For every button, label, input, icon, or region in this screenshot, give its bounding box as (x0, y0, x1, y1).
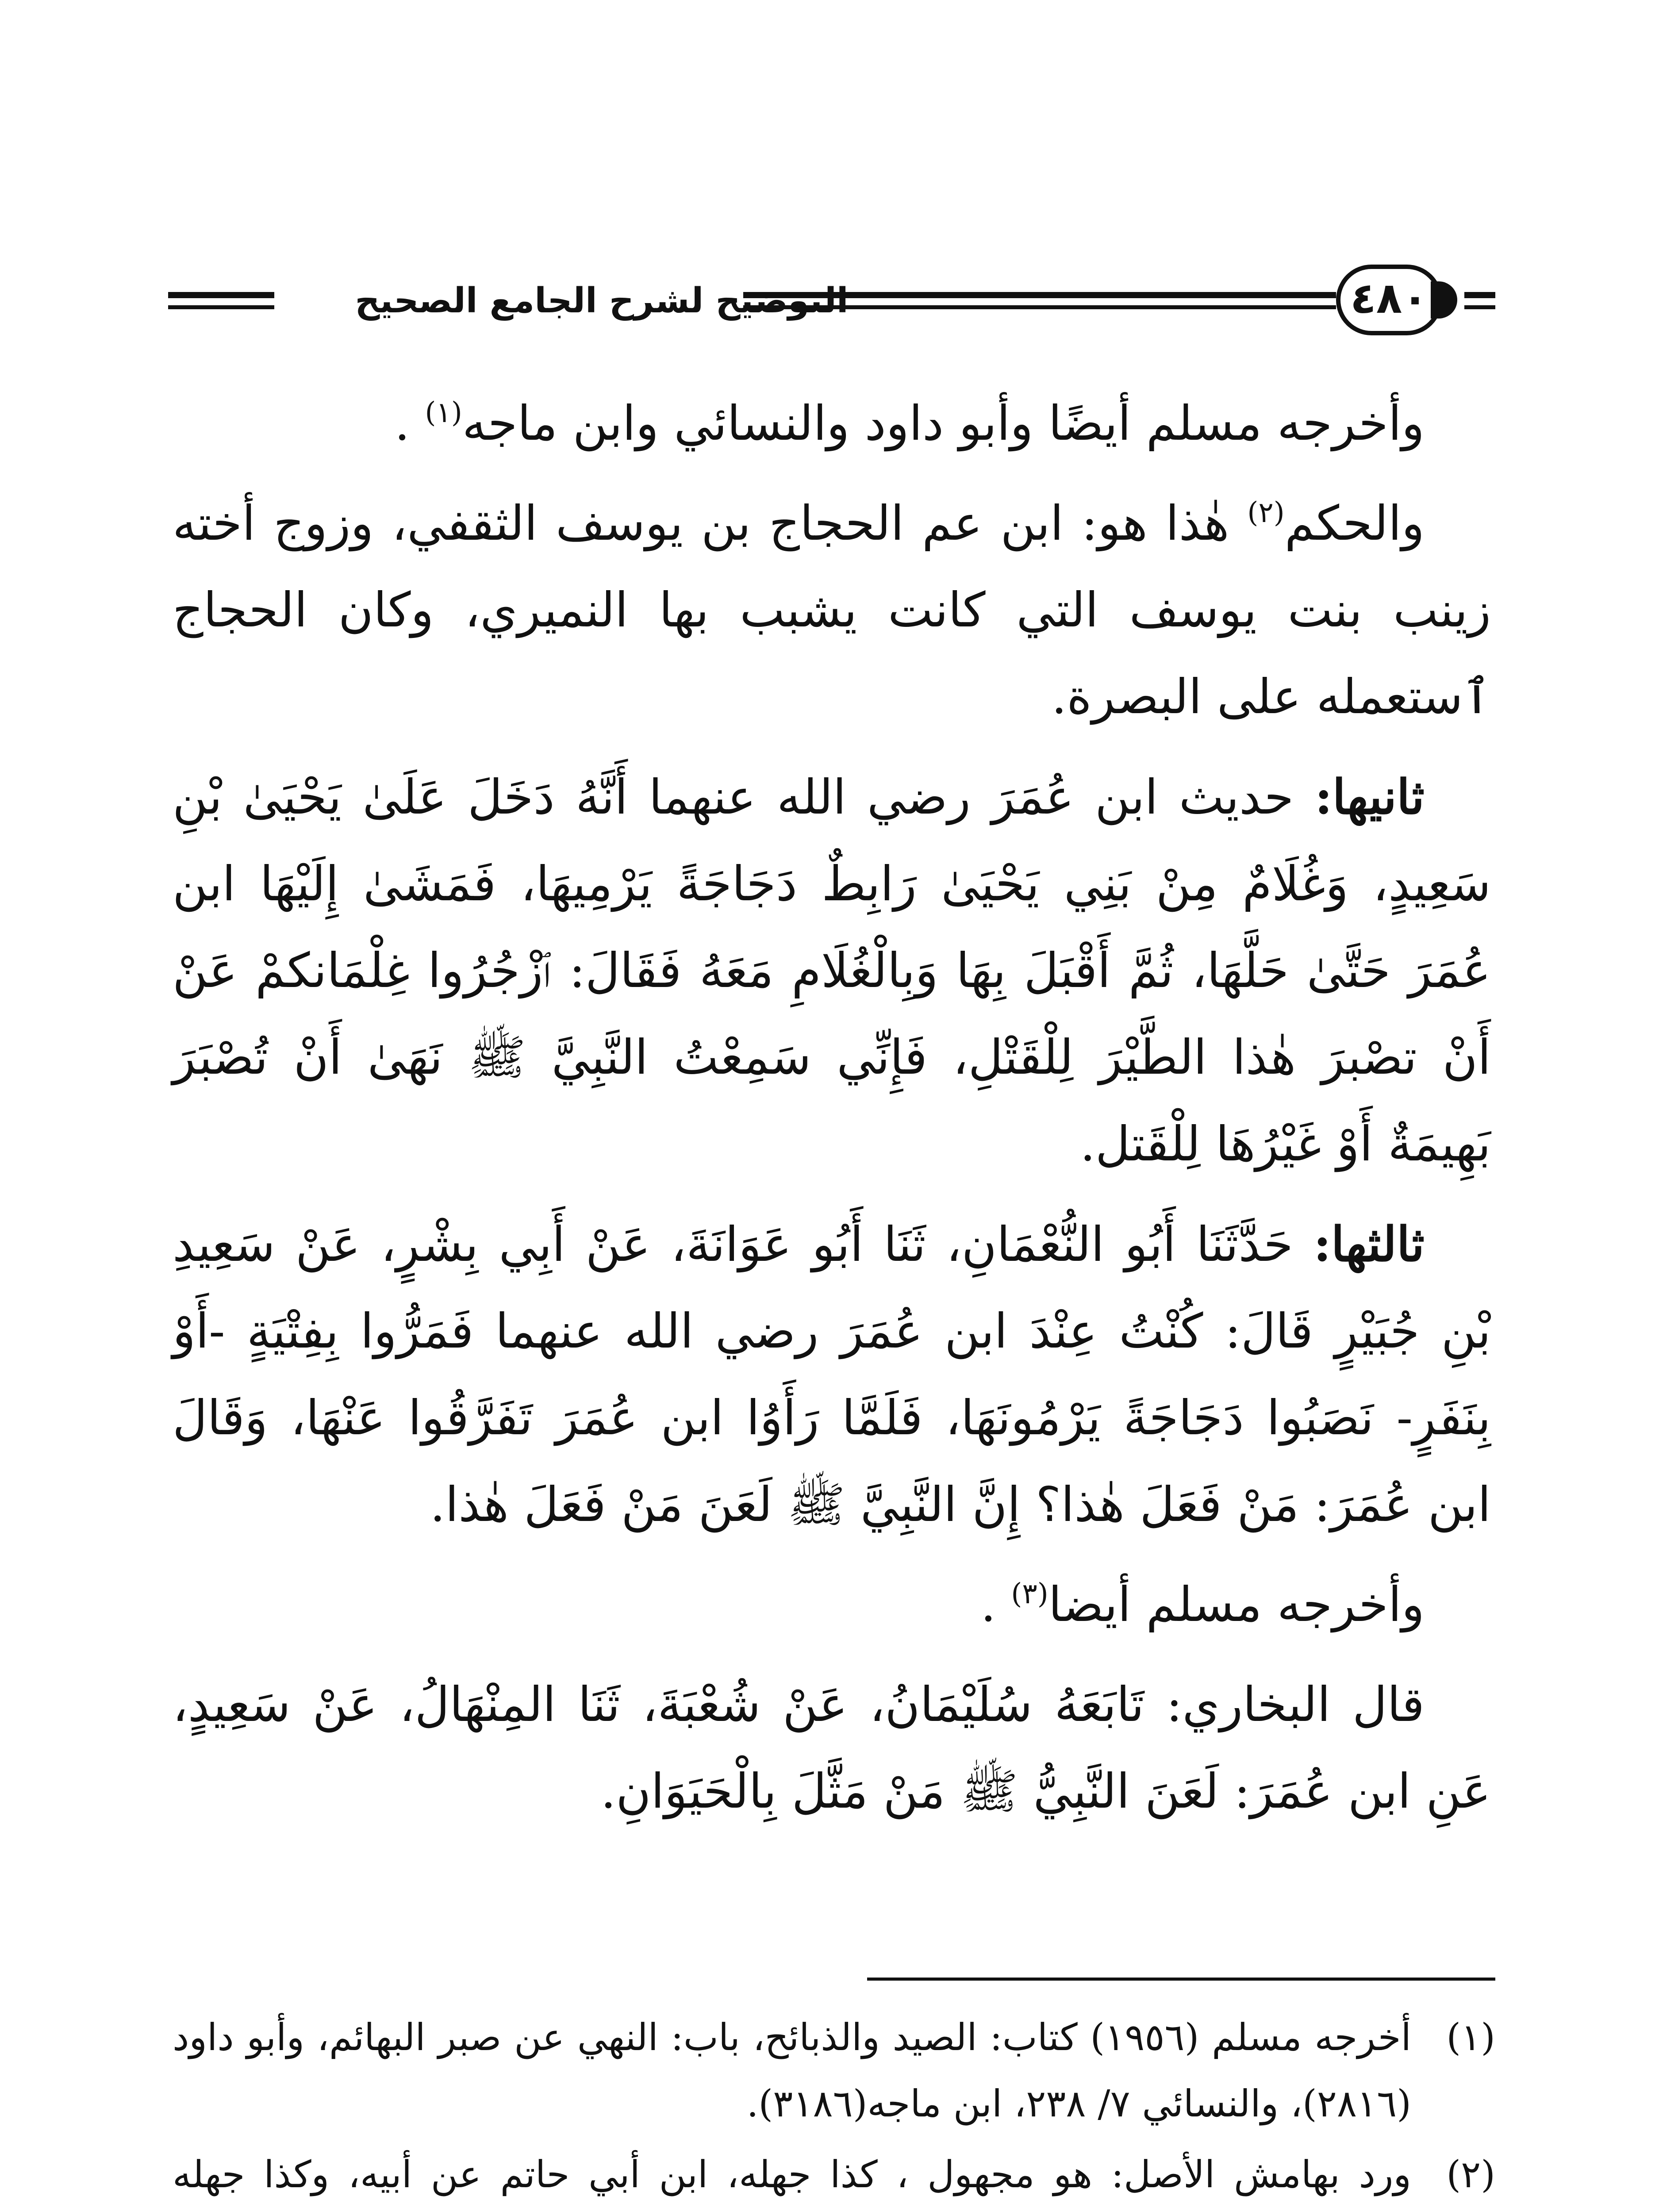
paragraph-text: وأخرجه مسلم أيضا (1048, 1577, 1425, 1632)
paragraph-4 (173, 1201, 1491, 1548)
section-lead-thaniha: ثانيها: (1314, 769, 1425, 825)
page-number: ٤٨٠ (1350, 273, 1428, 323)
paragraph-text: وأخرجه مسلم أيضًا وأبو داود والنسائي وابن ماجه (462, 396, 1425, 451)
page-number-badge (1336, 265, 1442, 335)
page-header (168, 261, 1495, 354)
footnote-ref-1[interactable]: (١) (425, 396, 462, 429)
paragraph-text: قال البخاري: تَابَعَهُ سُلَيْمَانُ، عَنْ شُعْبَةَ، ثَنَا المِنْهَالُ، عَنْ سَعِيدٍ، عَنِ ابن عُمَرَ: لَعَنَ النَّبِيُّ ﷺ مَنْ مَثَّلَ بِالْحَيَوَانِ. (173, 1677, 1491, 1819)
paragraph-6 (173, 1662, 1491, 1835)
section-lead-thalithuha: ثالثها: (1313, 1217, 1425, 1272)
paragraph-5 (173, 1562, 1491, 1648)
header-rule (743, 305, 1336, 309)
footnote-text: ورد بهامش الأصل: هو مجهول ، كذا جهله، ابن أبي حاتم عن أبيه، وكذا جهله (173, 2153, 1411, 2196)
header-rule (168, 305, 274, 309)
paragraph-end: . (394, 396, 425, 451)
footnote-number: (١) (1446, 2016, 1495, 2059)
header-rule (1464, 292, 1495, 298)
footnote-number: (٢) (1446, 2153, 1495, 2196)
footnote-divider (867, 1978, 1495, 1981)
paragraph-end: . (980, 1577, 1011, 1632)
running-title: التوضيح لشرح الجامع الصحيح (355, 281, 849, 321)
footnotes (173, 2004, 1495, 2212)
header-rule (168, 292, 274, 298)
footnote-ref-3[interactable]: (٣) (1011, 1578, 1048, 1610)
header-rule (1464, 305, 1495, 309)
footnote-1 (173, 2004, 1495, 2137)
paragraph-text: هٰذا هو: ابن عم الحجاج بن يوسف الثقفي، وزوج أخته زينب بنت يوسف التي كانت يشبب بها النميري، وكان الحجاج ٱستعمله على البصرة. (173, 496, 1491, 725)
paragraph-2 (173, 480, 1491, 741)
header-rule (743, 292, 1336, 298)
footnote-2 (173, 2141, 1495, 2212)
paragraph-text: حَدَّثَنَا أَبُو النُّعْمَانِ، ثَنَا أَبُو عَوَانَةَ، عَنْ أَبِي بِشْرٍ، عَنْ سَعِيدِ بْنِ جُبَيْرٍ قَالَ: كُنْتُ عِنْدَ ابن عُمَرَ رضي الله عنهما فَمَرُّوا بِفِتْيَةٍ -أَوْ بِنَفَرٍ- نَصَبُوا دَجَاجَةً يَرْمُونَهَا، فَلَمَّا رَأَوُا ابن عُمَرَ تَفَرَّقُوا عَنْهَا، وَقَالَ ابن عُمَرَ: مَنْ فَعَلَ هٰذا؟ إِنَّ النَّبِيَّ ﷺ لَعَنَ مَنْ فَعَلَ هٰذا. (173, 1217, 1491, 1532)
footnote-ref-2[interactable]: (٢) (1247, 496, 1285, 529)
main-text (173, 380, 1491, 1848)
paragraph-lead: والحكم (1284, 496, 1425, 551)
paragraph-1 (173, 380, 1491, 467)
footnote-text: أخرجه مسلم (١٩٥٦) كتاب: الصيد والذبائح، باب: النهي عن صبر البهائم، وأبو داود (٢٨١٦)، والنسائي ٧/ ٢٣٨، ابن ماجه(٣١٨٦). (173, 2016, 1411, 2125)
paragraph-3 (173, 754, 1491, 1188)
paragraph-text: حديث ابن عُمَرَ رضي الله عنهما أَنَّهُ دَخَلَ عَلَىٰ يَحْيَىٰ بْنِ سَعِيدٍ، وَغُلَامٌ مِنْ بَنِي يَحْيَىٰ رَابِطٌ دَجَاجَةً يَرْمِيهَا، فَمَشَىٰ إِلَيْهَا ابن عُمَرَ حَتَّىٰ حَلَّهَا، ثُمَّ أَقْبَلَ بِهَا وَبِالْغُلَامِ مَعَهُ فَقَالَ: ٱزْجُرُوا غِلْمَانكمْ عَنْ أَنْ تصْبرَ هٰذا الطَّيْرَ لِلْقَتْلِ، فَإِنِّي سَمِعْتُ النَّبِيَّ ﷺ نَهَىٰ أَنْ تُصْبَرَ بَهِيمَةٌ أَوْ غَيْرُهَا لِلْقَتل. (173, 770, 1491, 1172)
